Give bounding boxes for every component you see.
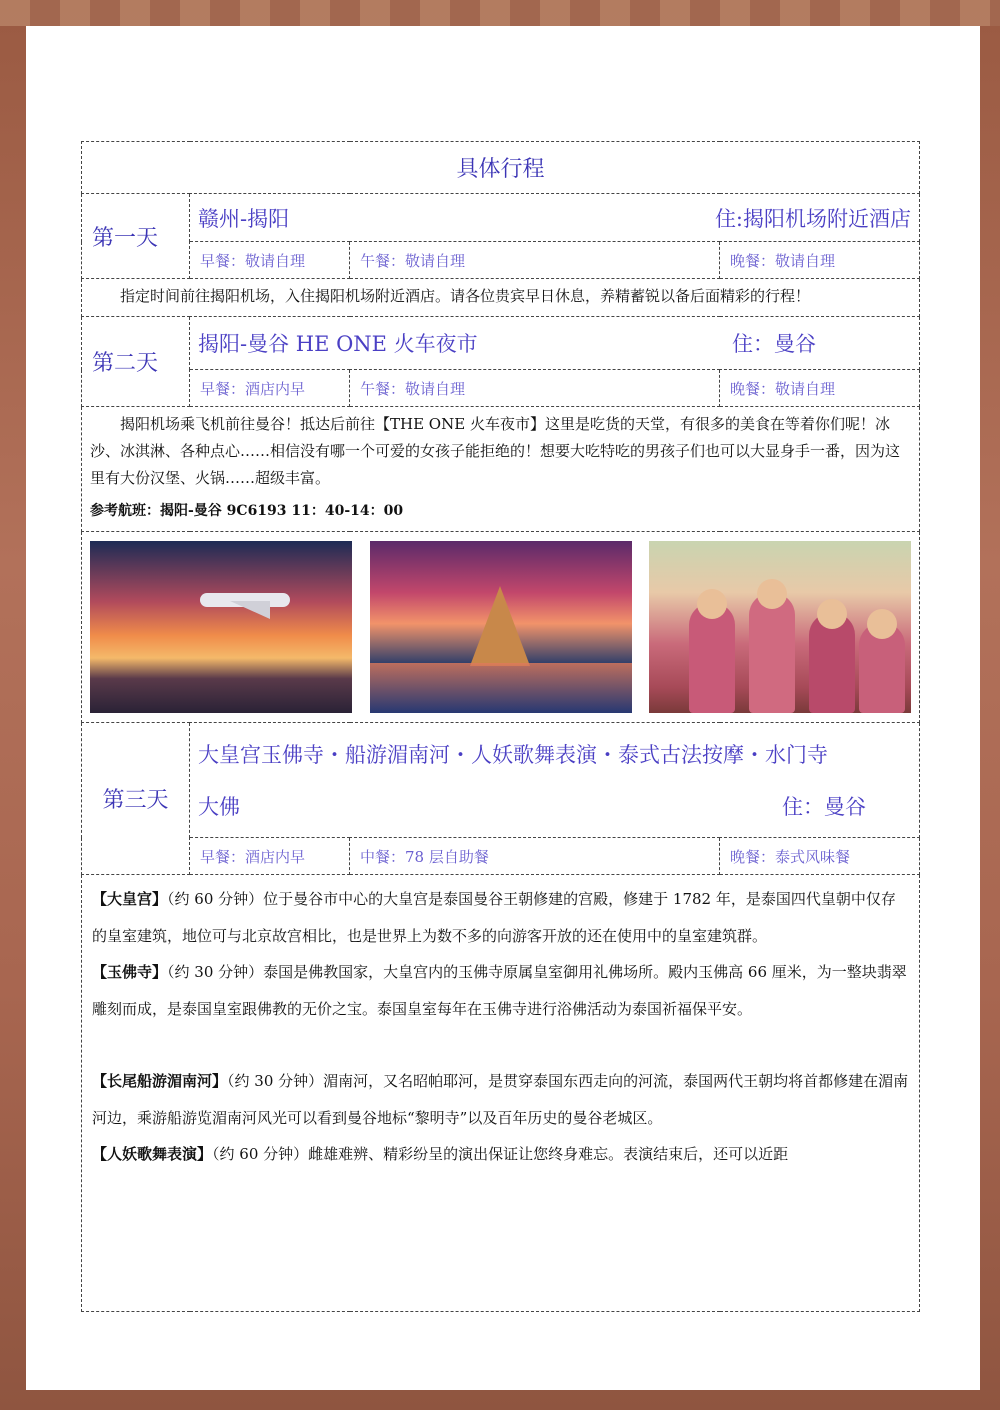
day3-label: 第三天 bbox=[82, 723, 190, 875]
day3-route-row bbox=[190, 723, 920, 838]
day2-desc-text: 揭阳机场乘飞机前往曼谷！抵达后前往【THE ONE 火车夜市】这里是吃货的天堂，有很多的美食在等着你们呢！冰沙、冰淇淋、各种点心……相信没有哪一个可爱的女孩子能拒绝的！想要大吃特吃的男孩子们也可以大显身手一番，因为这里有大份汉堡、火锅……超级丰富。 bbox=[90, 415, 901, 487]
dancer-figure bbox=[749, 593, 795, 713]
chao-phraya-paragraph bbox=[92, 1063, 909, 1136]
day3-dinner: 晚餐：泰式风味餐 bbox=[720, 838, 920, 875]
temple-shape bbox=[470, 586, 530, 666]
decorative-border bbox=[0, 0, 1000, 26]
cabaret-title: 【人妖歌舞表演】 bbox=[92, 1145, 213, 1163]
cabaret-text: （约 60 分钟）雌雄难辨、精彩纷呈的演出保证让您终身难忘。表演结束后，还可以近距 bbox=[212, 1145, 789, 1163]
dancer-head bbox=[757, 579, 787, 609]
day3-route-line2: 大佛 bbox=[198, 795, 240, 819]
day1-route-row bbox=[190, 194, 920, 242]
day2-lunch: 午餐：敬请自理 bbox=[350, 370, 720, 407]
day2-label: 第二天 bbox=[82, 317, 190, 407]
day2-description bbox=[82, 407, 920, 532]
day1-stay: 住:揭阳机场附近酒店 bbox=[714, 206, 912, 231]
river-shape bbox=[370, 663, 632, 713]
day1-desc-text: 指定时间前往揭阳机场，入住揭阳机场附近酒店。请各位贵宾早日休息，养精蓄锐以备后面精彩的行程！ bbox=[120, 287, 811, 305]
dancer-figure bbox=[689, 603, 735, 713]
day3-stay: 住：曼谷 bbox=[782, 795, 867, 819]
chao-phraya-title: 【长尾船游湄南河】 bbox=[92, 1072, 228, 1090]
airplane-sunset-photo bbox=[90, 541, 352, 713]
dancer-head bbox=[817, 599, 847, 629]
day2-breakfast: 早餐：酒店内早 bbox=[190, 370, 350, 407]
day1-route: 赣州-揭阳 bbox=[198, 206, 290, 231]
day2-route-row bbox=[190, 317, 920, 370]
day2-flight: 参考航班：揭阳-曼谷 9C6193 11：40-14：00 bbox=[90, 503, 404, 519]
chao-phraya-text: （约 30 分钟）湄南河，又名昭帕耶河，是贯穿泰国东西走向的河流，泰国两代王朝均将首都修建在湄南河边，乘游船游览湄南河风光可以看到曼谷地标“黎明寺”以及百年历史的曼谷老城区。 bbox=[92, 1072, 909, 1127]
dancer-head bbox=[867, 609, 897, 639]
thai-dancers-photo bbox=[649, 541, 911, 713]
dancer-head bbox=[697, 589, 727, 619]
grand-palace-title: 【大皇宫】 bbox=[92, 890, 168, 908]
day2-stay: 住：曼谷 bbox=[732, 332, 817, 356]
grand-palace-text: （约 60 分钟）位于曼谷市中心的大皇宫是泰国曼谷王朝修建的宫殿，修建于 1782 年，是泰国四代皇朝中仅存的皇室建筑，地位可与北京故宫相比，也是世界上为数不多的向游客开放的还在使用中的皇室建筑群。 bbox=[92, 890, 896, 945]
temple-river-photo bbox=[370, 541, 632, 713]
emerald-buddha-text: （约 30 分钟）泰国是佛教国家，大皇宫内的玉佛寺原属皇室御用礼佛场所。殿内玉佛高 66 厘米，为一整块翡翠雕刻而成，是泰国皇室跟佛教的无价之宝。泰国皇室每年在玉佛寺进行浴佛活动为泰国祈福保平安。 bbox=[92, 963, 907, 1018]
paragraph-gap bbox=[92, 1027, 909, 1063]
day2-dinner: 晚餐：敬请自理 bbox=[720, 370, 920, 407]
itinerary-table bbox=[81, 141, 920, 1312]
photo-strip bbox=[82, 532, 920, 723]
emerald-buddha-paragraph bbox=[92, 954, 909, 1027]
day3-description bbox=[82, 875, 920, 1312]
emerald-buddha-title: 【玉佛寺】 bbox=[92, 963, 168, 981]
day3-route-line1: 大皇宫玉佛寺・船游湄南河・人妖歌舞表演・泰式古法按摩・水门寺 bbox=[198, 743, 828, 767]
day3-breakfast: 早餐：酒店内早 bbox=[190, 838, 350, 875]
day1-breakfast: 早餐：敬请自理 bbox=[190, 242, 350, 279]
day3-lunch: 中餐：78 层自助餐 bbox=[350, 838, 720, 875]
cabaret-paragraph bbox=[92, 1136, 909, 1173]
day1-lunch: 午餐：敬请自理 bbox=[350, 242, 720, 279]
itinerary-page bbox=[26, 26, 980, 1390]
day2-route: 揭阳-曼谷 HE ONE 火车夜市 bbox=[198, 332, 478, 356]
day1-dinner: 晚餐：敬请自理 bbox=[720, 242, 920, 279]
itinerary-title: 具体行程 bbox=[82, 142, 920, 194]
airplane-wing-shape bbox=[230, 601, 270, 619]
day1-description bbox=[82, 279, 920, 317]
day1-label: 第一天 bbox=[82, 194, 190, 279]
grand-palace-paragraph bbox=[92, 881, 909, 954]
